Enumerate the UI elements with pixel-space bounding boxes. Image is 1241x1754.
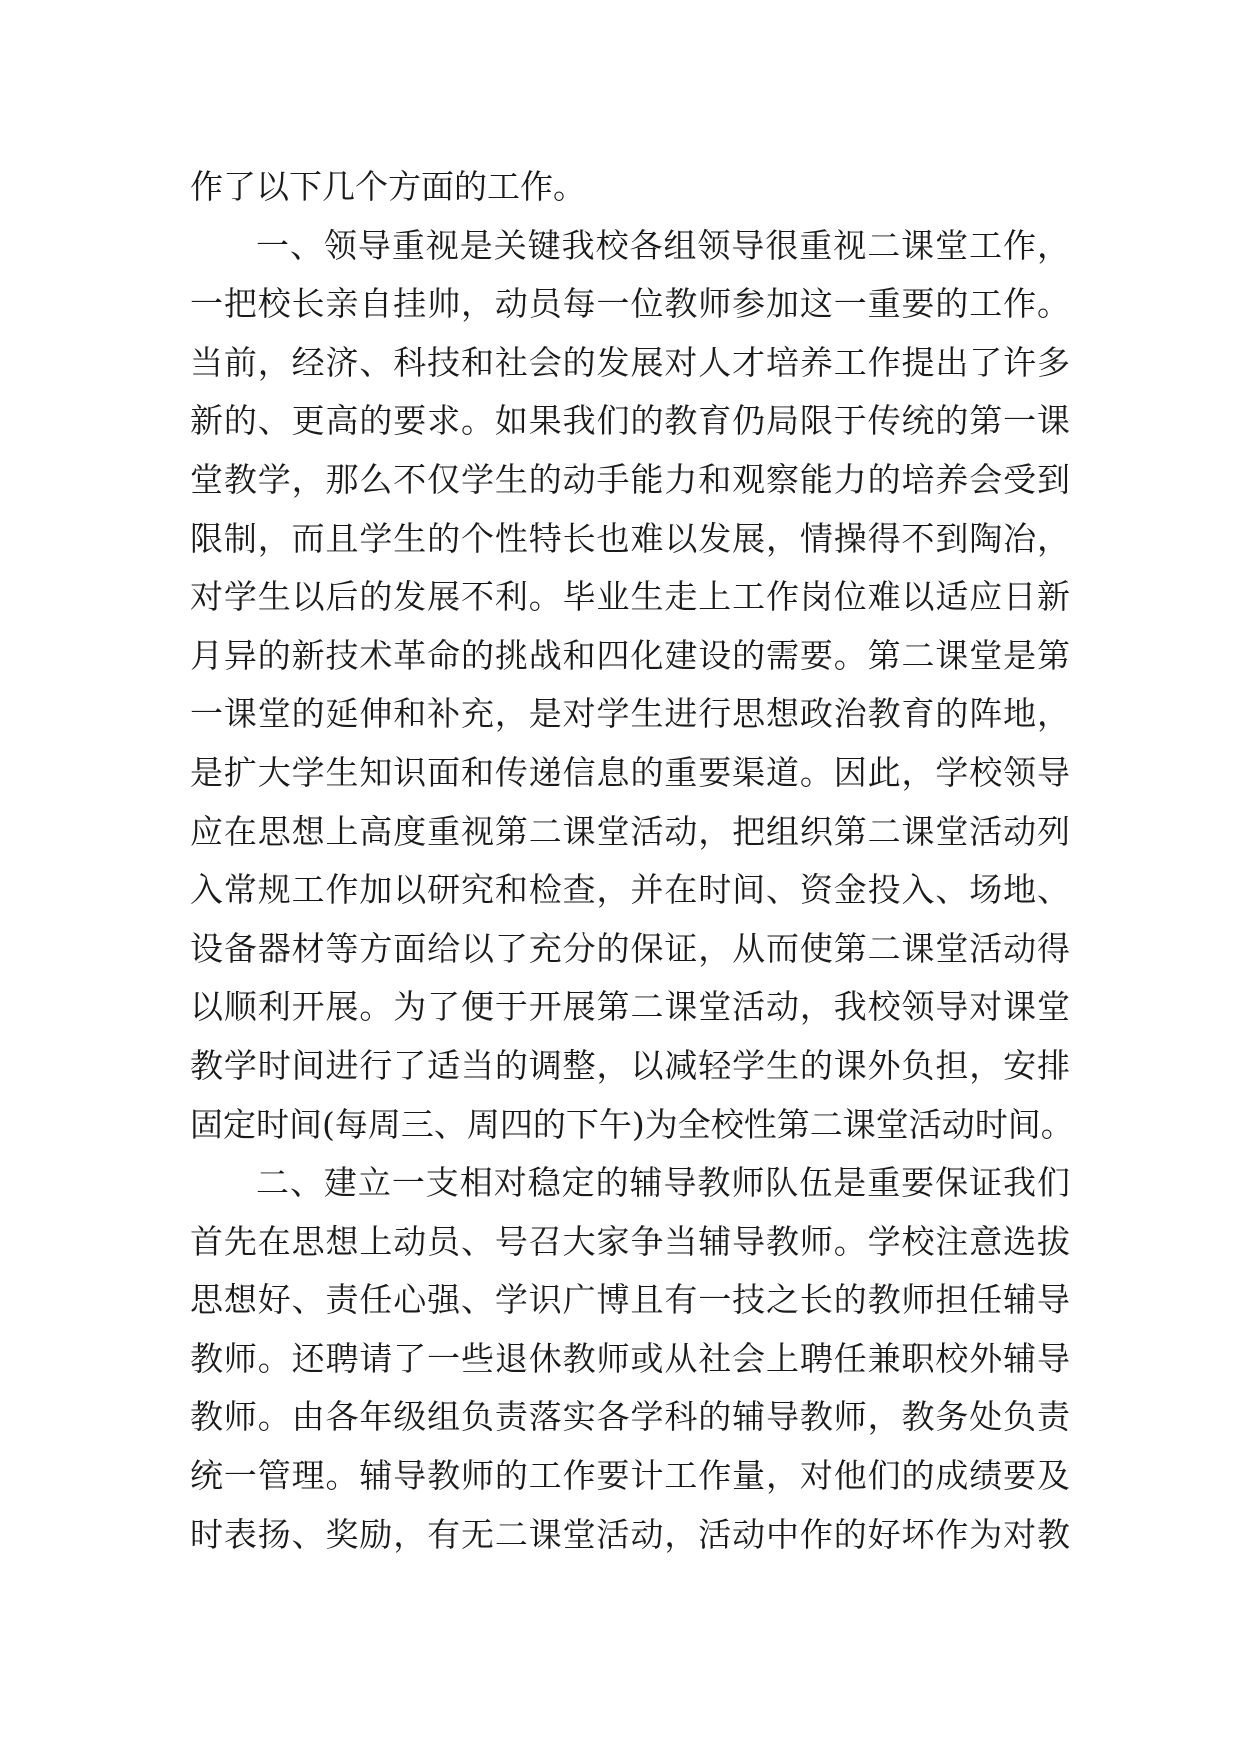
text-line-section-1-heading: 一、领导重视是关键我校各组领导很重视二课堂工作， <box>256 225 1070 265</box>
text-line: 入常规工作加以研究和检查，并在时间、资金投入、场地、 <box>190 870 1070 910</box>
text-line: 固定时间(每周三、周四的下午)为全校性第二课堂活动时间。 <box>190 1104 1074 1144</box>
text-line: 一把校长亲自挂帅，动员每一位教师参加这一重要的工作。 <box>190 284 1070 324</box>
text-line: 是扩大学生知识面和传递信息的重要渠道。因此，学校领导 <box>190 752 1070 792</box>
text-line: 设备器材等方面给以了充分的保证，从而使第二课堂活动得 <box>190 928 1070 968</box>
text-line: 统一管理。辅导教师的工作要计工作量，对他们的成绩要及 <box>190 1456 1070 1496</box>
text-line: 思想好、责任心强、学识广博且有一技之长的教师担任辅导 <box>190 1280 1070 1320</box>
text-line: 当前，经济、科技和社会的发展对人才培养工作提出了许多 <box>190 342 1070 382</box>
text-line: 以顺利开展。为了便于开展第二课堂活动，我校领导对课堂 <box>190 987 1070 1027</box>
text-line: 月异的新技术革命的挑战和四化建设的需要。第二课堂是第 <box>190 635 1070 675</box>
text-line: 教师。由各年级组负责落实各学科的辅导教师，教务处负责 <box>190 1397 1070 1437</box>
text-line: 首先在思想上动员、号召大家争当辅导教师。学校注意选拔 <box>190 1221 1070 1261</box>
text-line: 作了以下几个方面的工作。 <box>190 167 586 206</box>
text-line: 限制，而且学生的个性特长也难以发展，情操得不到陶冶， <box>190 518 1070 558</box>
text-line: 对学生以后的发展不利。毕业生走上工作岗位难以适应日新 <box>190 577 1070 617</box>
text-line: 应在思想上高度重视第二课堂活动，把组织第二课堂活动列 <box>190 811 1070 851</box>
body-text <box>190 158 1074 1564</box>
text-line-section-2-heading: 二、建立一支相对稳定的辅导教师队伍是重要保证我们 <box>256 1163 1070 1203</box>
text-line: 一课堂的延伸和补充，是对学生进行思想政治教育的阵地， <box>190 694 1070 734</box>
text-line: 教学时间进行了适当的调整，以减轻学生的课外负担，安排 <box>190 1045 1070 1085</box>
text-line: 堂教学，那么不仅学生的动手能力和观察能力的培养会受到 <box>190 459 1070 499</box>
text-line: 时表扬、奖励，有无二课堂活动，活动中作的好坏作为对教 <box>190 1514 1070 1554</box>
text-line: 教师。还聘请了一些退休教师或从社会上聘任兼职校外辅导 <box>190 1338 1070 1378</box>
text-line: 新的、更高的要求。如果我们的教育仍局限于传统的第一课 <box>190 401 1070 441</box>
